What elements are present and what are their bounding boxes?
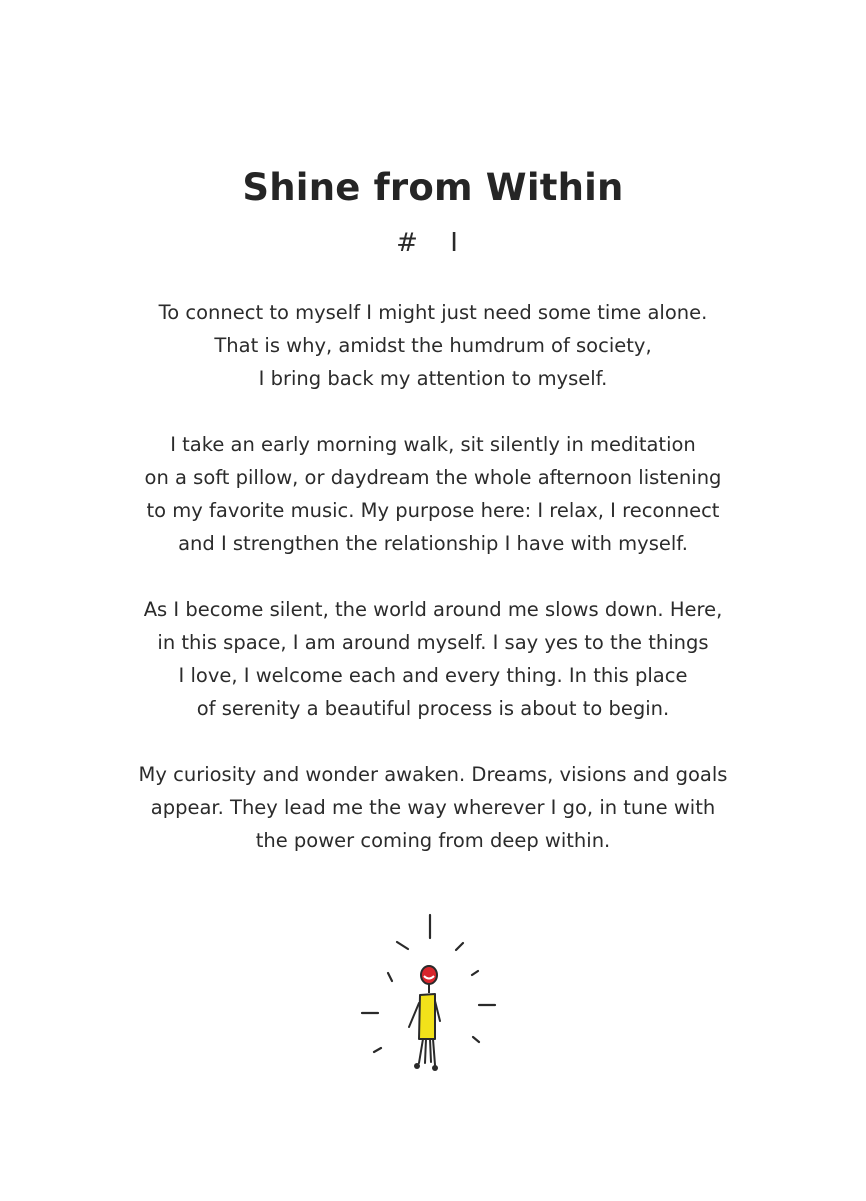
poem-line: That is why, amidst the humdrum of society, <box>214 334 652 357</box>
stick-figure <box>409 966 440 1071</box>
poem-line: To connect to myself I might just need some time alone. <box>158 301 708 324</box>
page-title: Shine from Within <box>242 166 624 209</box>
poem-body <box>60 296 806 890</box>
poem-line: the power coming from deep within. <box>255 829 611 852</box>
poem-line: My curiosity and wonder awaken. Dreams, visions and goals <box>138 763 728 786</box>
poem-line: As I become silent, the world around me slows down. Here, <box>143 598 723 621</box>
poem-line: I take an early morning walk, sit silently in meditation <box>170 433 696 456</box>
stanza <box>60 593 806 725</box>
poem-line: I bring back my attention to myself. <box>258 367 608 390</box>
poem-line: and I strengthen the relationship I have with myself. <box>178 532 688 555</box>
stanza <box>60 428 806 560</box>
poem-line: to my favorite music. My purpose here: I relax, I reconnect <box>146 499 720 522</box>
poem-line: of serenity a beautiful process is about to begin. <box>196 697 670 720</box>
poem-line: on a soft pillow, or daydream the whole afternoon listening <box>144 466 722 489</box>
poem-line: appear. They lead me the way wherever I go, in tune with <box>150 796 716 819</box>
stanza <box>60 296 806 395</box>
poem-line: I love, I welcome each and every thing. In this place <box>178 664 688 687</box>
poem-number: # I <box>396 228 470 258</box>
shining-figure-icon <box>353 905 503 1085</box>
poem-line: in this space, I am around myself. I say yes to the things <box>157 631 709 654</box>
stanza <box>60 758 806 857</box>
